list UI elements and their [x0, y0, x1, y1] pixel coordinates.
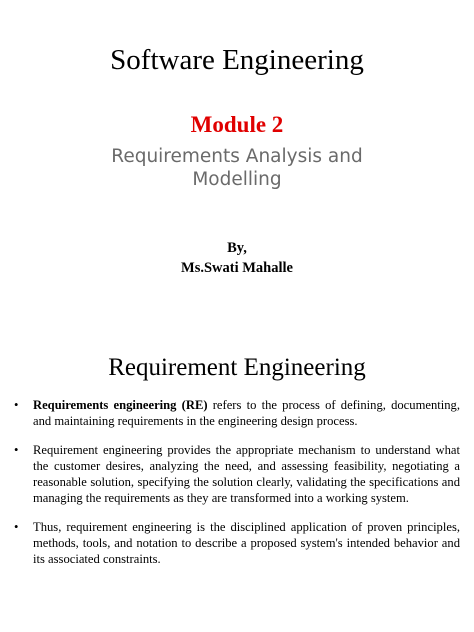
bullet-dot-icon: •	[14, 398, 19, 412]
content-slide	[0, 316, 474, 632]
bullet-text: Thus, requirement engineering is the disciplined application of proven principles, methods, tools, and notation to describe a proposed system's intended behavior and its associated constraints.	[33, 520, 460, 566]
module-subtitle	[0, 145, 474, 191]
bullet-list	[14, 397, 460, 580]
slide-title: Requirement Engineering	[108, 354, 366, 381]
by-label: By,	[227, 240, 247, 256]
bullet-text: Requirement engineering provides the appropriate mechanism to understand what the customer desires, analyzing the need, and assessing feasibility, negotiating a reasonable solution, specifying the solution clearly, validating the specifications and managing the requirements as they are transformed into a working system.	[33, 443, 460, 505]
author-name: Ms.Swati Mahalle	[181, 260, 293, 276]
module-heading: Module 2	[190, 112, 284, 137]
course-title: Software Engineering	[110, 44, 364, 76]
bullet-dot-icon: •	[14, 443, 19, 457]
subtitle-line-2: Modelling	[192, 169, 282, 190]
subtitle-line-1: Requirements Analysis and	[111, 146, 363, 167]
bullet-item	[14, 442, 460, 506]
bullet-dot-icon: •	[14, 520, 19, 534]
bullet-bold-term: Requirements engineering (RE)	[33, 398, 208, 412]
bullet-item	[14, 397, 460, 429]
bullet-item	[14, 519, 460, 567]
bullet-text: refers to the process of defining, documenting, and maintaining requirements in the engineering design process.	[33, 398, 460, 428]
